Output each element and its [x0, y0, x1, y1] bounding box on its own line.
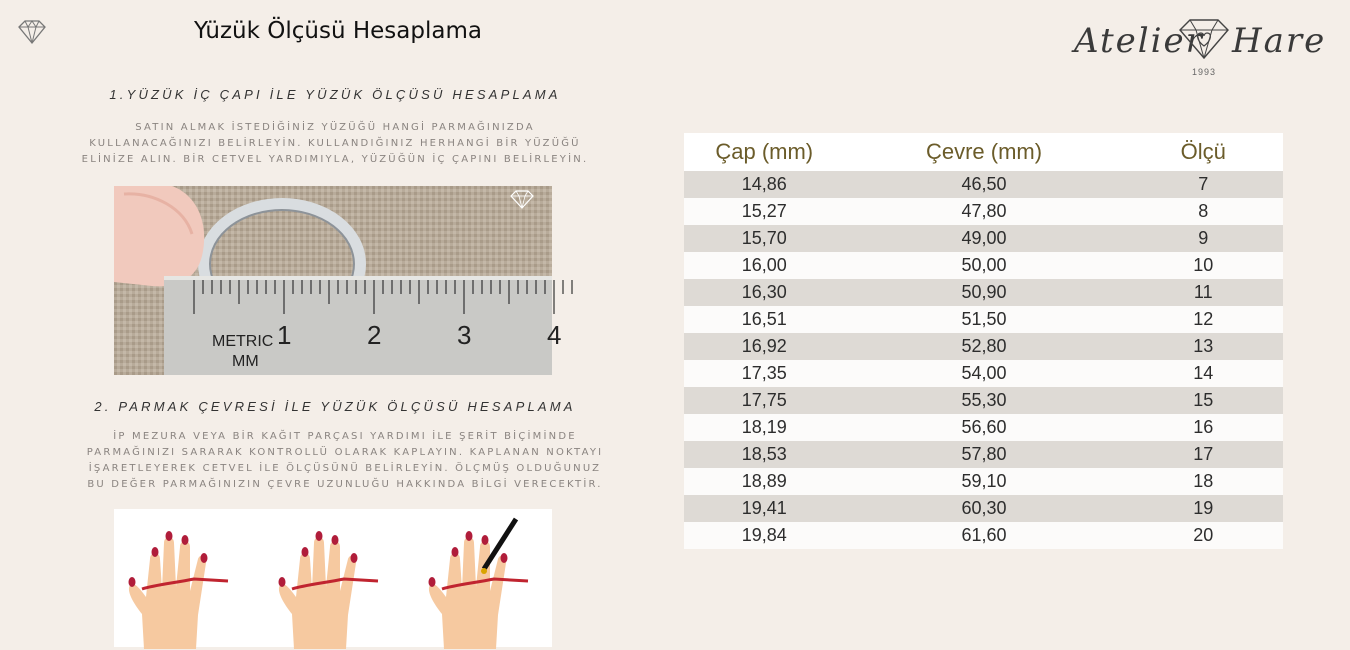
ruler-label-metric: METRIC	[212, 333, 274, 350]
hand-illustration-2	[279, 531, 379, 649]
cell-size: 15	[1124, 387, 1283, 414]
cell-diameter: 19,84	[684, 522, 845, 549]
cell-diameter: 16,30	[684, 279, 845, 306]
table-row	[684, 468, 1283, 495]
ruler-number-4: 4	[547, 320, 562, 350]
cell-diameter: 16,00	[684, 252, 845, 279]
cell-size: 8	[1124, 198, 1283, 225]
cell-diameter: 18,19	[684, 414, 845, 441]
ruler-number-1: 1	[277, 320, 292, 350]
ruler-label-mm: MM	[232, 353, 259, 370]
table-row	[684, 441, 1283, 468]
section1-description	[70, 120, 600, 168]
table-row	[684, 198, 1283, 225]
cell-size: 12	[1124, 306, 1283, 333]
ring-ruler-photo	[114, 186, 562, 375]
cell-size: 11	[1124, 279, 1283, 306]
table-row	[684, 387, 1283, 414]
cell-size: 9	[1124, 225, 1283, 252]
cell-size: 20	[1124, 522, 1283, 549]
section2-line: PARMAĞINIZI SARARAK KONTROLLÜ OLARAK KAPLAYIN. KAPLANAN NOKTAYI	[86, 447, 604, 458]
cell-circumference: 54,00	[845, 360, 1124, 387]
section1-line: ELİNİZE ALIN. BİR CETVEL YARDIMIYLA, YÜZÜĞÜN İÇ ÇAPINI BELİRLEYİN.	[81, 154, 589, 165]
section1-title: 1.YÜZÜK İÇ ÇAPI İLE YÜZÜK ÖLÇÜSÜ HESAPLAMA	[109, 87, 561, 102]
ruler-number-3: 3	[457, 320, 472, 350]
cell-circumference: 46,50	[845, 171, 1124, 198]
table-row	[684, 252, 1283, 279]
cell-diameter: 19,41	[684, 495, 845, 522]
cell-diameter: 17,35	[684, 360, 845, 387]
table-row	[684, 495, 1283, 522]
hand-illustration-1	[129, 531, 229, 649]
cell-diameter: 14,86	[684, 171, 845, 198]
cell-circumference: 52,80	[845, 333, 1124, 360]
section1-line: KULLANACAĞINIZI BELİRLEYİN. KULLANDIĞINIZ HERHANGİ BİR YÜZÜĞÜ	[89, 138, 581, 149]
cell-diameter: 15,27	[684, 198, 845, 225]
cell-circumference: 57,80	[845, 441, 1124, 468]
cell-circumference: 49,00	[845, 225, 1124, 252]
cell-circumference: 55,30	[845, 387, 1124, 414]
page-title: Yüzük Ölçüsü Hesaplama	[194, 18, 482, 44]
table-header-row	[684, 133, 1283, 171]
diamond-icon	[16, 18, 48, 46]
cell-circumference: 61,60	[845, 522, 1124, 549]
cell-diameter: 15,70	[684, 225, 845, 252]
table-row	[684, 171, 1283, 198]
logo-text-right: Hare	[1232, 21, 1327, 61]
cell-size: 10	[1124, 252, 1283, 279]
cell-size: 17	[1124, 441, 1283, 468]
section2-line: BU DEĞER PARMAĞINIZIN ÇEVRE UZUNLUĞU HAKKINDA BİLGİ VERECEKTİR.	[87, 479, 603, 490]
table-row	[684, 225, 1283, 252]
cell-circumference: 56,60	[845, 414, 1124, 441]
cell-diameter: 18,89	[684, 468, 845, 495]
cell-circumference: 47,80	[845, 198, 1124, 225]
brand-logo[interactable]	[1070, 12, 1330, 82]
cell-size: 14	[1124, 360, 1283, 387]
cell-size: 16	[1124, 414, 1283, 441]
cell-size: 19	[1124, 495, 1283, 522]
cell-circumference: 50,00	[845, 252, 1124, 279]
header-circumference: Çevre (mm)	[845, 133, 1124, 171]
cell-diameter: 17,75	[684, 387, 845, 414]
logo-year: 1993	[1192, 67, 1217, 77]
section2-title: 2. PARMAK ÇEVRESİ İLE YÜZÜK ÖLÇÜSÜ HESAPLAMA	[94, 399, 576, 414]
table-row	[684, 279, 1283, 306]
hand-illustration-3	[429, 519, 529, 649]
section1-line: SATIN ALMAK İSTEDİĞİNİZ YÜZÜĞÜ HANGİ PARMAĞINIZDA	[135, 122, 535, 133]
ring-size-table	[684, 133, 1283, 549]
cell-size: 18	[1124, 468, 1283, 495]
ruler-number-2: 2	[367, 320, 382, 350]
table-row	[684, 306, 1283, 333]
logo-text-left: Atelier	[1074, 21, 1204, 61]
cell-size: 13	[1124, 333, 1283, 360]
cell-diameter: 16,92	[684, 333, 845, 360]
hand-measurement-illustration	[114, 509, 552, 647]
table-row	[684, 333, 1283, 360]
cell-diameter: 18,53	[684, 441, 845, 468]
section2-line: İŞARETLEYEREK CETVEL İLE ÖLÇÜSÜNÜ BELİRLEYİN. ÖLÇMÜŞ OLDUĞUNUZ	[88, 463, 602, 474]
section2-description	[70, 429, 620, 493]
section2-line: İP MEZURA VEYA BİR KAĞIT PARÇASI YARDIMI İLE ŞERİT BİÇİMİNDE	[113, 431, 577, 442]
cell-size: 7	[1124, 171, 1283, 198]
table-row	[684, 522, 1283, 549]
cell-circumference: 50,90	[845, 279, 1124, 306]
table-row	[684, 414, 1283, 441]
cell-circumference: 60,30	[845, 495, 1124, 522]
header-size: Ölçü	[1124, 133, 1283, 171]
cell-circumference: 51,50	[845, 306, 1124, 333]
header-diameter: Çap (mm)	[684, 133, 845, 171]
table-row	[684, 360, 1283, 387]
cell-circumference: 59,10	[845, 468, 1124, 495]
cell-diameter: 16,51	[684, 306, 845, 333]
